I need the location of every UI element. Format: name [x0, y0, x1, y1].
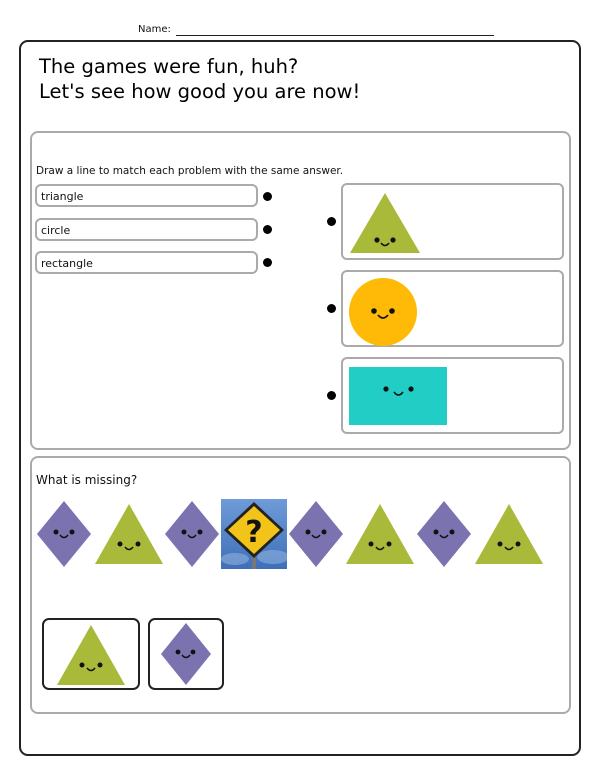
word-box-circle: circle [35, 218, 258, 241]
circle-face-icon [348, 277, 418, 347]
diamond-face-icon [160, 622, 212, 686]
picture-box-circle [341, 270, 564, 347]
sequence-diamond-2 [164, 500, 220, 568]
word-dot-rectangle[interactable] [263, 258, 272, 267]
picture-dot-circle[interactable] [327, 304, 336, 313]
word-box-triangle: triangle [35, 184, 258, 207]
triangle-face-icon [348, 191, 422, 255]
word-dot-triangle[interactable] [263, 192, 272, 201]
sequence-diamond-1 [36, 500, 92, 568]
question-sign-icon [221, 499, 287, 569]
title-line-2: Let's see how good you are now! [39, 80, 361, 103]
picture-box-triangle [341, 183, 564, 260]
picture-dot-rectangle[interactable] [327, 391, 336, 400]
picture-box-rectangle [341, 357, 564, 434]
name-label: Name: [138, 24, 171, 35]
sequence-diamond-3 [288, 500, 344, 568]
name-field[interactable] [176, 35, 494, 36]
title-line-1: The games were fun, huh? [39, 55, 299, 78]
sequence-triangle-3 [474, 503, 544, 565]
svg-text:?: ? [245, 515, 263, 550]
word-dot-circle[interactable] [263, 225, 272, 234]
pattern-question: What is missing? [36, 473, 138, 487]
picture-dot-triangle[interactable] [327, 217, 336, 226]
matching-instruction: Draw a line to match each problem with the same answer. [36, 165, 344, 177]
answer-choice-triangle[interactable] [42, 618, 140, 690]
sequence-triangle-2 [345, 503, 415, 565]
word-box-rectangle: rectangle [35, 251, 258, 274]
rectangle-face-icon [349, 367, 447, 425]
sequence-diamond-4 [416, 500, 472, 568]
page-title [39, 54, 360, 104]
answer-choice-diamond[interactable] [148, 618, 224, 690]
sequence-triangle-1 [94, 503, 164, 565]
triangle-face-icon [56, 624, 126, 686]
